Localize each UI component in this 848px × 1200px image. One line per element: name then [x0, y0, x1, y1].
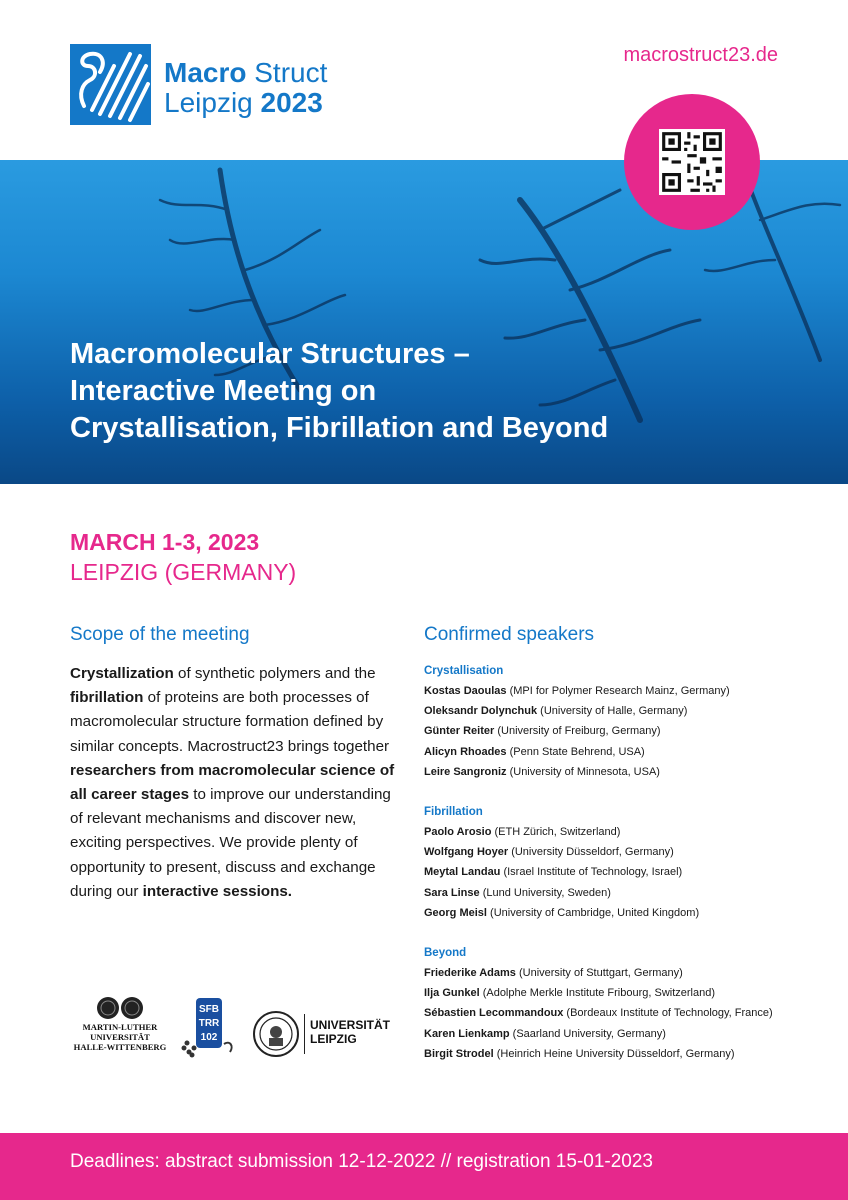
event-title-line: Crystallisation, Fibrillation and Beyond — [70, 412, 609, 444]
speaker-name: Kostas Daoulas — [424, 685, 507, 697]
speaker-entry — [424, 1024, 804, 1044]
uni-leipzig-logo — [252, 1010, 391, 1060]
speaker-entry — [424, 1003, 804, 1023]
mlu-text-line: HALLE-WITTENBERG — [73, 1042, 167, 1052]
logo-wordmark — [164, 58, 327, 118]
speaker-affiliation: (Israel Institute of Technology, Israel) — [500, 866, 683, 879]
uni-leipzig-text: LEIPZIG — [310, 1032, 357, 1046]
scope-text-segment: interactive sessions. — [142, 882, 293, 900]
mlu-text-line: UNIVERSITÄT — [90, 1032, 150, 1042]
speaker-affiliation: (University of Cambridge, United Kingdom) — [486, 906, 700, 919]
speaker-name: Georg Meisl — [424, 906, 487, 919]
scope-text-segment: researchers from macromolecular science of all career stages — [70, 761, 395, 804]
macrostruct-logo — [70, 44, 370, 128]
speaker-entry — [424, 1044, 804, 1064]
speaker-entry — [424, 681, 804, 701]
logo-word-leipzig: Leipzig — [164, 87, 253, 118]
logo-word-macro: Macro — [164, 57, 247, 88]
scope-paragraph — [70, 662, 400, 904]
speaker-name: Karen Lienkamp — [424, 1027, 510, 1040]
speaker-affiliation: (University of Halle, Germany) — [537, 705, 688, 718]
deadlines-footer — [0, 1133, 848, 1200]
speaker-entry — [424, 963, 804, 983]
speaker-affiliation: (Adolphe Merkle Institute Fribourg, Switzerland) — [479, 987, 716, 1000]
speaker-affiliation: (Lund University, Sweden) — [479, 886, 611, 899]
speaker-group-crystallisation — [424, 661, 804, 782]
speaker-name: Friederike Adams — [424, 967, 516, 979]
speaker-entry — [424, 903, 804, 923]
event-location: LEIPZIG (GERMANY) — [70, 559, 297, 585]
speaker-affiliation: (Heinrich Heine University Düsseldorf, Germany) — [493, 1047, 735, 1060]
speakers-heading: Confirmed speakers — [424, 624, 595, 645]
scope-text-segment: of proteins are both processes of macromolecular structure formation defined by similar concepts. Macrostruct23 brings together — [70, 689, 390, 755]
speaker-name: Wolfgang Hoyer — [424, 846, 509, 859]
website-link[interactable]: macrostruct23.de — [623, 44, 778, 66]
speaker-name: Oleksandr Dolynchuk — [424, 705, 538, 718]
speaker-name: Leire Sangroniz — [424, 765, 507, 778]
logo-divider — [304, 1014, 305, 1054]
speaker-entry — [424, 721, 804, 741]
uni-leipzig-text: UNIVERSITÄT — [310, 1018, 391, 1032]
speaker-affiliation: (Penn State Behrend, USA) — [506, 745, 645, 758]
logo-word-year: 2023 — [260, 87, 323, 118]
mlu-text-line: MARTIN-LUTHER — [82, 1022, 158, 1032]
sfb-text: SFB — [199, 1004, 219, 1015]
speaker-affiliation: (ETH Zürich, Switzerland) — [491, 826, 621, 838]
event-date-location — [70, 527, 296, 587]
speaker-entry — [424, 742, 804, 762]
event-date: MARCH 1-3, 2023 — [70, 529, 260, 555]
speaker-entry — [424, 822, 804, 842]
speaker-name: Sébastien Lecommandoux — [424, 1007, 564, 1020]
speaker-entry — [424, 983, 804, 1003]
scope-text-segment: fibrillation — [70, 689, 144, 707]
event-title — [70, 336, 608, 447]
speaker-name: Günter Reiter — [424, 725, 495, 738]
mlu-seal-icon — [92, 996, 148, 1020]
speaker-name: Meytal Landau — [424, 866, 501, 879]
speaker-entry — [424, 883, 804, 903]
speaker-group-beyond — [424, 943, 804, 1064]
speaker-group-fibrillation — [424, 802, 804, 923]
uni-leipzig-seal-icon — [252, 1010, 300, 1058]
speaker-name: Alicyn Rhoades — [424, 745, 507, 758]
speaker-name: Birgit Strodel — [424, 1047, 494, 1060]
speaker-affiliation: (University of Freiburg, Germany) — [494, 725, 661, 738]
scope-text-segment: of synthetic polymers and the — [173, 665, 376, 682]
scope-heading: Scope of the meeting — [70, 624, 250, 645]
mlu-halle-logo — [70, 996, 170, 1056]
speaker-affiliation: (MPI for Polymer Research Mainz, Germany) — [506, 685, 730, 697]
speaker-category: Fibrillation — [424, 806, 483, 818]
speaker-category: Beyond — [424, 947, 467, 959]
event-title-line: Interactive Meeting on — [70, 375, 377, 407]
speaker-entry — [424, 842, 804, 862]
speaker-name: Paolo Arosio — [424, 826, 492, 838]
qr-code[interactable] — [659, 129, 725, 195]
speaker-name: Sara Linse — [424, 886, 480, 899]
speaker-affiliation: (University of Stuttgart, Germany) — [515, 967, 683, 979]
logo-word-struct: Struct — [254, 57, 328, 88]
speaker-name: Ilja Gunkel — [424, 987, 480, 1000]
scope-text-segment: to improve our understanding of relevant mechanisms and discover new, exciting perspectives. We provide plenty of opportunity to present, discuss and exchange during our — [70, 786, 391, 900]
deadlines-text: Deadlines: abstract submission 12-12-2022 // registration 15-01-2023 — [70, 1151, 653, 1172]
scope-text-segment: Crystallization — [70, 665, 174, 682]
speaker-affiliation: (University of Minnesota, USA) — [506, 765, 660, 778]
speaker-affiliation: (Saarland University, Germany) — [509, 1027, 666, 1040]
sfb-text: TRR — [198, 1018, 220, 1029]
speaker-entry — [424, 762, 804, 782]
qr-code-badge — [624, 94, 760, 230]
sfb-text: 102 — [200, 1032, 218, 1043]
speaker-entry — [424, 862, 804, 882]
speaker-entry — [424, 701, 804, 721]
macrostruct-logo-mark — [70, 44, 151, 125]
speaker-category: Crystallisation — [424, 665, 504, 677]
event-title-line: Macromolecular Structures – — [70, 338, 470, 370]
sfb-trr102-logo — [178, 996, 240, 1058]
speaker-affiliation: (Bordeaux Institute of Technology, France) — [563, 1007, 773, 1020]
speaker-affiliation: (University Düsseldorf, Germany) — [508, 846, 674, 859]
